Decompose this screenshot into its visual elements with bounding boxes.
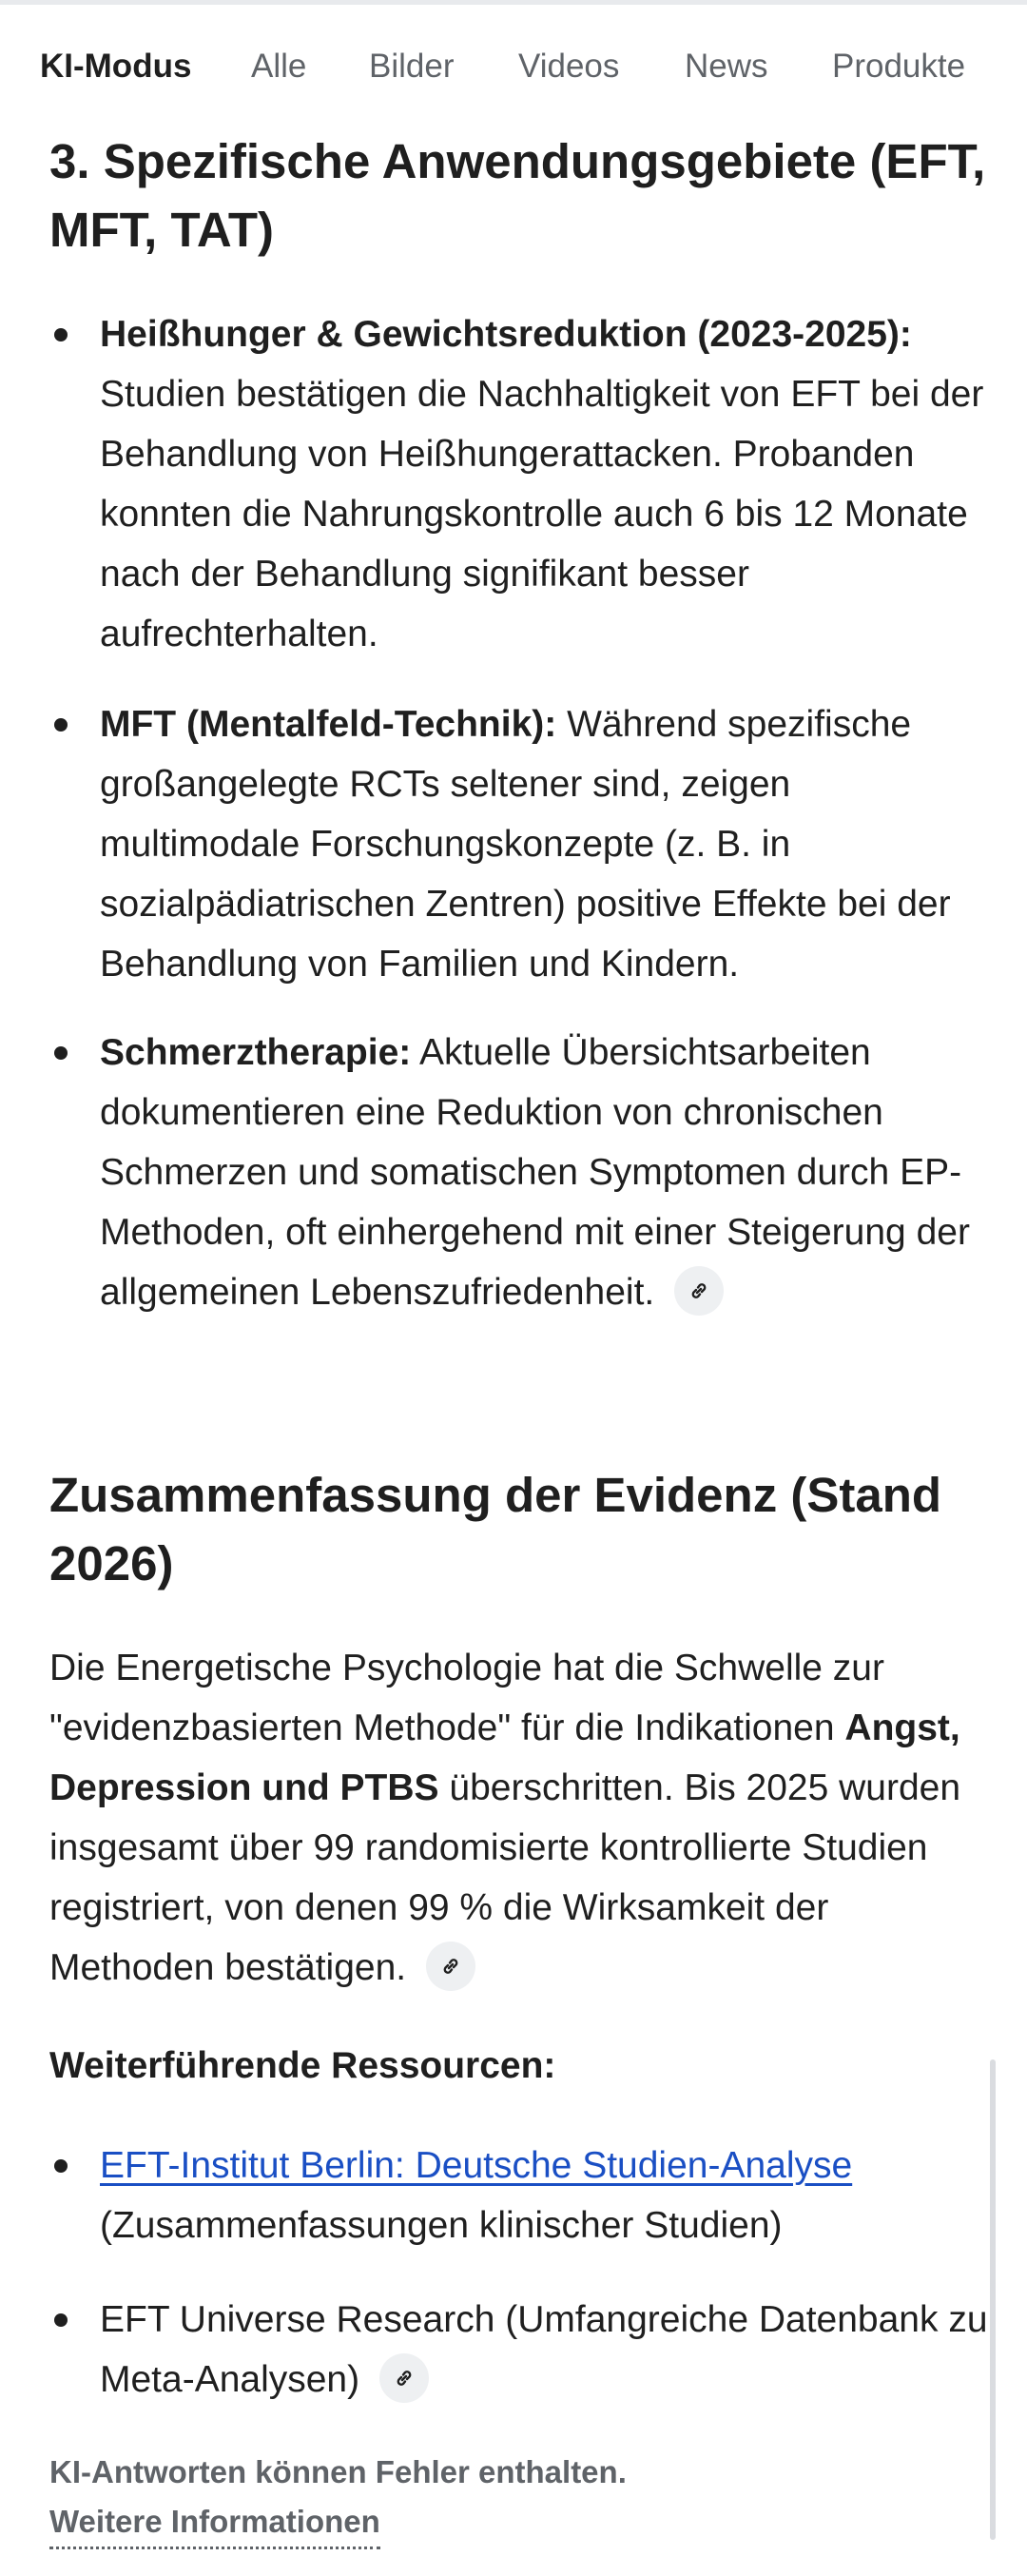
bullet-dot [54, 2313, 68, 2327]
resources-title: Weiterführende Ressourcen: [49, 2045, 556, 2086]
list-item [100, 2290, 989, 2410]
search-tabs [0, 5, 1027, 128]
resource-link-eft-institut[interactable]: EFT-Institut Berlin: Deutsche Studien-Analyse [100, 2145, 853, 2186]
source-link-button[interactable] [674, 1266, 724, 1316]
list-item-text: Während spezifische großangelegte RCTs seltener sind, zeigen multimodale Forschungskonzepte (z. B. in sozialpädiatrischen Zentren) positive Effekte bei der Behandlung von Familien und Kindern. [100, 704, 951, 985]
list-item-text: Aktuelle Übersichtsarbeiten dokumentieren eine Reduktion von chronischen Schmerzen und somatischen Symptomen durch EP-Methoden, oft einhergehend mit einer Steigerung der allgemeinen Lebenszufriedenheit. [100, 1032, 970, 1313]
list-item [100, 694, 989, 994]
tab-produkte[interactable]: Produkte [832, 48, 966, 85]
bullet-dot [54, 2159, 68, 2173]
link-icon [439, 1955, 462, 1978]
list-item-title: Heißhunger & Gewichtsreduktion (2023-2025): [100, 314, 912, 355]
list-item-title: Schmerztherapie: [100, 1032, 412, 1073]
tab-ki-modus[interactable]: KI-Modus [40, 48, 192, 85]
tab-news[interactable]: News [685, 48, 768, 85]
summary-text-after: überschritten. Bis 2025 wurden insgesamt über 99 randomisierte kontrollierte Studien registriert, von denen 99 % die Wirksamkeit der Methoden bestätigen. [49, 1767, 961, 1988]
scrollbar[interactable] [990, 2059, 996, 2540]
summary-bold-indications: Angst, Depression und PTBS [49, 1708, 960, 1808]
tab-videos[interactable]: Videos [518, 48, 620, 85]
summary-text-before: Die Energetische Psychologie hat die Schwelle zur "evidenzbasierten Methode" für die Indikationen [49, 1648, 884, 1748]
bullet-dot [54, 328, 68, 342]
list-item-text: Studien bestätigen die Nachhaltigkeit von EFT bei der Behandlung von Heißhungerattacken. Probanden konnten die Nahrungskontrolle auch 6 bis 12 Monate nach der Behandlung signifikant besser aufrechterhalten. [100, 374, 984, 654]
resource-description: (Zusammenfassungen klinischer Studien) [100, 2205, 783, 2246]
link-icon [393, 2367, 416, 2390]
list-item [100, 304, 989, 664]
bullet-dot [54, 1046, 68, 1060]
more-info-link[interactable]: Weitere Informationen [49, 2496, 380, 2549]
link-icon [688, 1279, 710, 1302]
list-item-title: MFT (Mentalfeld-Technik): [100, 704, 557, 745]
section-heading-anwendungsgebiete: 3. Spezifische Anwendungsgebiete (EFT, MFT, TAT) [49, 134, 986, 257]
summary-paragraph [49, 1638, 991, 1998]
source-link-button[interactable] [426, 1942, 475, 1991]
tab-alle[interactable]: Alle [251, 48, 307, 85]
list-item [100, 1023, 989, 1322]
source-link-button[interactable] [379, 2353, 429, 2403]
resource-description: EFT Universe Research (Umfangreiche Datenbank zu Meta-Analysen) [100, 2299, 988, 2400]
bullet-dot [54, 718, 68, 732]
tab-bilder[interactable]: Bilder [369, 48, 455, 85]
section-heading-zusammenfassung: Zusammenfassung der Evidenz (Stand 2026) [49, 1468, 942, 1590]
list-item [100, 2136, 989, 2255]
ai-disclaimer: KI-Antworten können Fehler enthalten. [49, 2454, 627, 2489]
